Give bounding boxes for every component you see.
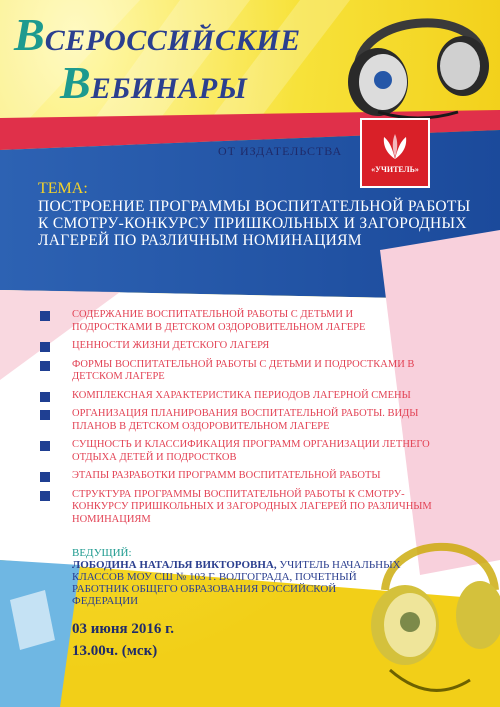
publisher-logo: [360, 118, 430, 188]
title-line2-initial: В: [60, 57, 91, 108]
bullet-square-icon: [40, 441, 50, 451]
host-block: [72, 547, 402, 607]
topic-label: ТЕМА:: [38, 180, 88, 197]
host-name: ЛОБОДИНА НАТАЛЬЯ ВИКТОРОВНА,: [72, 559, 277, 571]
host-description: УЧИТЕЛЬ НАЧАЛЬНЫХ КЛАССОВ МОУ СШ № 103 Г. ВОЛГОГРАДА, ПОЧЕТНЫЙ РАБОТНИК ОБЩЕГО ОБРАЗОВАНИЯ РОССИЙСКОЙ ФЕДЕРАЦИИ: [72, 559, 401, 607]
bullet-square-icon: [40, 410, 50, 420]
list-item: КОМПЛЕКСНАЯ ХАРАКТЕРИСТИКА ПЕРИОДОВ ЛАГЕРНОЙ СМЕНЫ: [40, 390, 432, 403]
publisher-label: ОТ ИЗДАТЕЛЬСТВА: [218, 144, 343, 158]
bullet-square-icon: [40, 491, 50, 501]
event-date: 03 июня 2016 г.: [72, 621, 174, 637]
topic-block: [38, 180, 478, 249]
host-label: ВЕДУЩИЙ:: [72, 547, 132, 559]
schedule-block: [72, 618, 174, 662]
topic-text: ПОСТРОЕНИЕ ПРОГРАММЫ ВОСПИТАТЕЛЬНОЙ РАБОТЫ К СМОТРУ-КОНКУРСУ ПРИШКОЛЬНЫХ И ЗАГОРОДНЫХ ЛАГЕРЕЙ ПО РАЗЛИЧНЫМ НОМИНАЦИЯМ: [38, 198, 471, 249]
list-item: СТРУКТУРА ПРОГРАММЫ ВОСПИТАТЕЛЬНОЙ РАБОТЫ К СМОТРУ-КОНКУРСУ ПРИШКОЛЬНЫХ И ЗАГОРОДНЫХ ЛАГЕРЕЙ ПО РАЗЛИЧНЫМ НОМИНАЦИЯМ: [40, 489, 432, 527]
agenda-list: [40, 309, 432, 532]
headphones-icon: [338, 4, 498, 122]
bullet-square-icon: [40, 361, 50, 371]
bullet-square-icon: [40, 472, 50, 482]
list-item: СОДЕРЖАНИЕ ВОСПИТАТЕЛЬНОЙ РАБОТЫ С ДЕТЬМИ И ПОДРОСТКАМИ В ДЕТСКОМ ОЗДОРОВИТЕЛЬНОМ ЛАГЕРЕ: [40, 309, 432, 334]
title-line1-rest: СЕРОССИЙСКИЕ: [44, 24, 301, 57]
list-item: ЭТАПЫ РАЗРАБОТКИ ПРОГРАММ ВОСПИТАТЕЛЬНОЙ РАБОТЫ: [40, 470, 432, 483]
title-line1-initial: В: [14, 9, 45, 60]
publisher-logo-icon: [380, 133, 410, 161]
event-title: [14, 9, 301, 108]
publisher-logo-text: «УЧИТЕЛЬ»: [371, 164, 419, 174]
event-time: 13.00ч. (мск): [72, 643, 158, 659]
bullet-square-icon: [40, 392, 50, 402]
bullet-square-icon: [40, 311, 50, 321]
bullet-square-icon: [40, 342, 50, 352]
title-line2-rest: ЕБИНАРЫ: [90, 72, 248, 105]
list-item: ОРГАНИЗАЦИЯ ПЛАНИРОВАНИЯ ВОСПИТАТЕЛЬНОЙ РАБОТЫ. ВИДЫ ПЛАНОВ В ДЕТСКОМ ОЗДОРОВИТЕЛЬНОМ ЛАГЕРЕ: [40, 408, 432, 433]
list-item: СУЩНОСТЬ И КЛАССИФИКАЦИЯ ПРОГРАММ ОРГАНИЗАЦИИ ЛЕТНЕГО ОТДЫХА ДЕТЕЙ И ПОДРОСТКОВ: [40, 439, 432, 464]
list-item: ФОРМЫ ВОСПИТАТЕЛЬНОЙ РАБОТЫ С ДЕТЬМИ И ПОДРОСТКАМИ В ДЕТСКОМ ЛАГЕРЕ: [40, 359, 432, 384]
list-item: ЦЕННОСТИ ЖИЗНИ ДЕТСКОГО ЛАГЕРЯ: [40, 340, 432, 353]
